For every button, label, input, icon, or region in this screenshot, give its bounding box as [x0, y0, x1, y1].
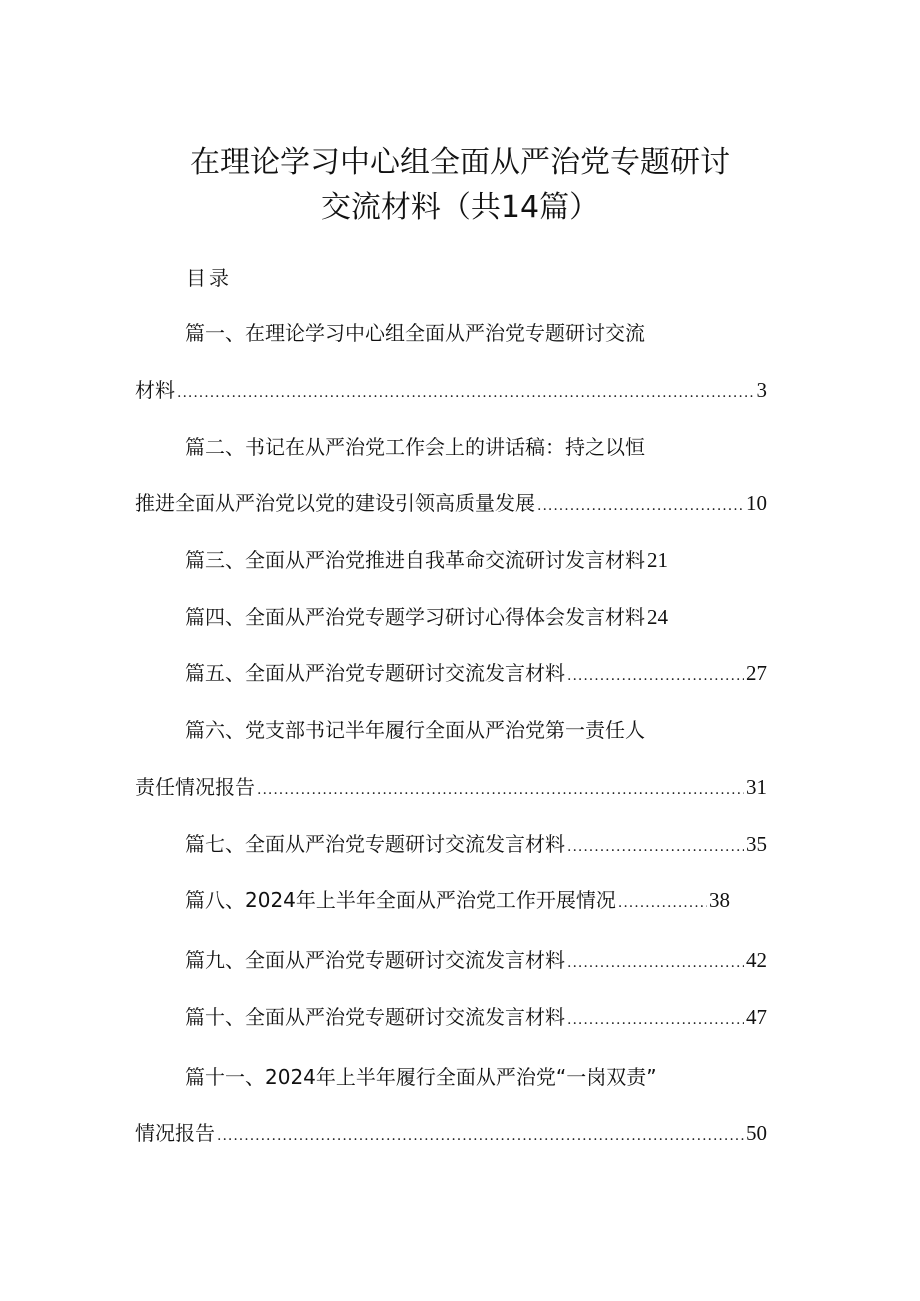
- toc-entry-text: 篇五、全面从严治党专题研讨交流发言材料: [185, 661, 565, 685]
- dot-leader: [537, 491, 744, 521]
- document-title-line-1: 在理论学习中心组全面从严治党专题研讨: [190, 145, 730, 180]
- toc-entry-2-line-2[interactable]: [135, 488, 767, 518]
- toc-page-number: 35: [746, 832, 767, 856]
- toc-page-number: 3: [756, 378, 767, 402]
- toc-entry-text: 篇四、全面从严治党专题学习研讨心得体会发言材料: [185, 605, 645, 629]
- toc-entry-2-line-1[interactable]: [185, 432, 767, 462]
- toc-page-number: 31: [746, 775, 767, 799]
- toc-entry-4[interactable]: [185, 602, 767, 632]
- toc-page-number: 42: [746, 948, 767, 972]
- toc-entry-text: 情况报告: [135, 1121, 215, 1145]
- toc-entry-5[interactable]: [185, 658, 767, 688]
- dot-leader: [567, 832, 744, 862]
- toc-page-number: 10: [746, 491, 767, 515]
- document-title-line-2: 交流材料（共14篇）: [320, 190, 600, 225]
- toc-entry-8[interactable]: [185, 885, 730, 915]
- dot-leader: [567, 661, 744, 691]
- toc-heading: 目录: [186, 266, 232, 290]
- toc-entry-text: 篇九、全面从严治党专题研讨交流发言材料: [185, 948, 565, 972]
- toc-entry-11-line-2[interactable]: [135, 1118, 767, 1148]
- toc-page-number: 38: [709, 888, 730, 912]
- toc-entry-text: 篇二、书记在从严治党工作会上的讲话稿：持之以恒: [185, 435, 645, 459]
- toc-entry-1-line-2[interactable]: [135, 375, 767, 405]
- toc-entry-6-line-2[interactable]: [135, 772, 767, 802]
- toc-entry-9[interactable]: [185, 945, 767, 975]
- toc-entry-7[interactable]: [185, 829, 767, 859]
- dot-leader: [567, 948, 744, 978]
- toc-entry-text: 篇十、全面从严治党专题研讨交流发言材料: [185, 1005, 565, 1029]
- toc-entry-text: 责任情况报告: [135, 775, 255, 799]
- toc-entry-text: 篇八、2024年上半年全面从严治党工作开展情况: [185, 888, 616, 912]
- toc-page-number: 27: [746, 661, 767, 685]
- toc-entry-3[interactable]: [185, 545, 767, 575]
- dot-leader: [567, 1005, 744, 1035]
- dot-leader: [257, 775, 744, 805]
- toc-entry-text: 推进全面从严治党以党的建设引领高质量发展: [135, 491, 535, 515]
- toc-page-number: 50: [746, 1121, 767, 1145]
- toc-page-number: 21: [647, 548, 668, 572]
- toc-page-number: 24: [647, 605, 668, 629]
- toc-page-number: 47: [746, 1005, 767, 1029]
- toc-entry-10[interactable]: [185, 1002, 767, 1032]
- toc-entry-text: 篇七、全面从严治党专题研讨交流发言材料: [185, 832, 565, 856]
- toc-entry-11-line-1[interactable]: [185, 1062, 767, 1092]
- toc-entry-text: 材料: [135, 378, 175, 402]
- toc-entry-text: 篇十一、2024年上半年履行全面从严治党“一岗双责”: [185, 1065, 657, 1089]
- toc-entry-1-line-1[interactable]: [185, 318, 767, 348]
- dot-leader: [618, 888, 707, 918]
- toc-entry-text: 篇三、全面从严治党推进自我革命交流研讨发言材料: [185, 548, 645, 572]
- toc-entry-text: 篇一、在理论学习中心组全面从严治党专题研讨交流: [185, 321, 645, 345]
- toc-entry-text: 篇六、党支部书记半年履行全面从严治党第一责任人: [185, 718, 645, 742]
- dot-leader: [217, 1121, 744, 1151]
- toc-entry-6-line-1[interactable]: [185, 715, 767, 745]
- dot-leader: [177, 378, 755, 408]
